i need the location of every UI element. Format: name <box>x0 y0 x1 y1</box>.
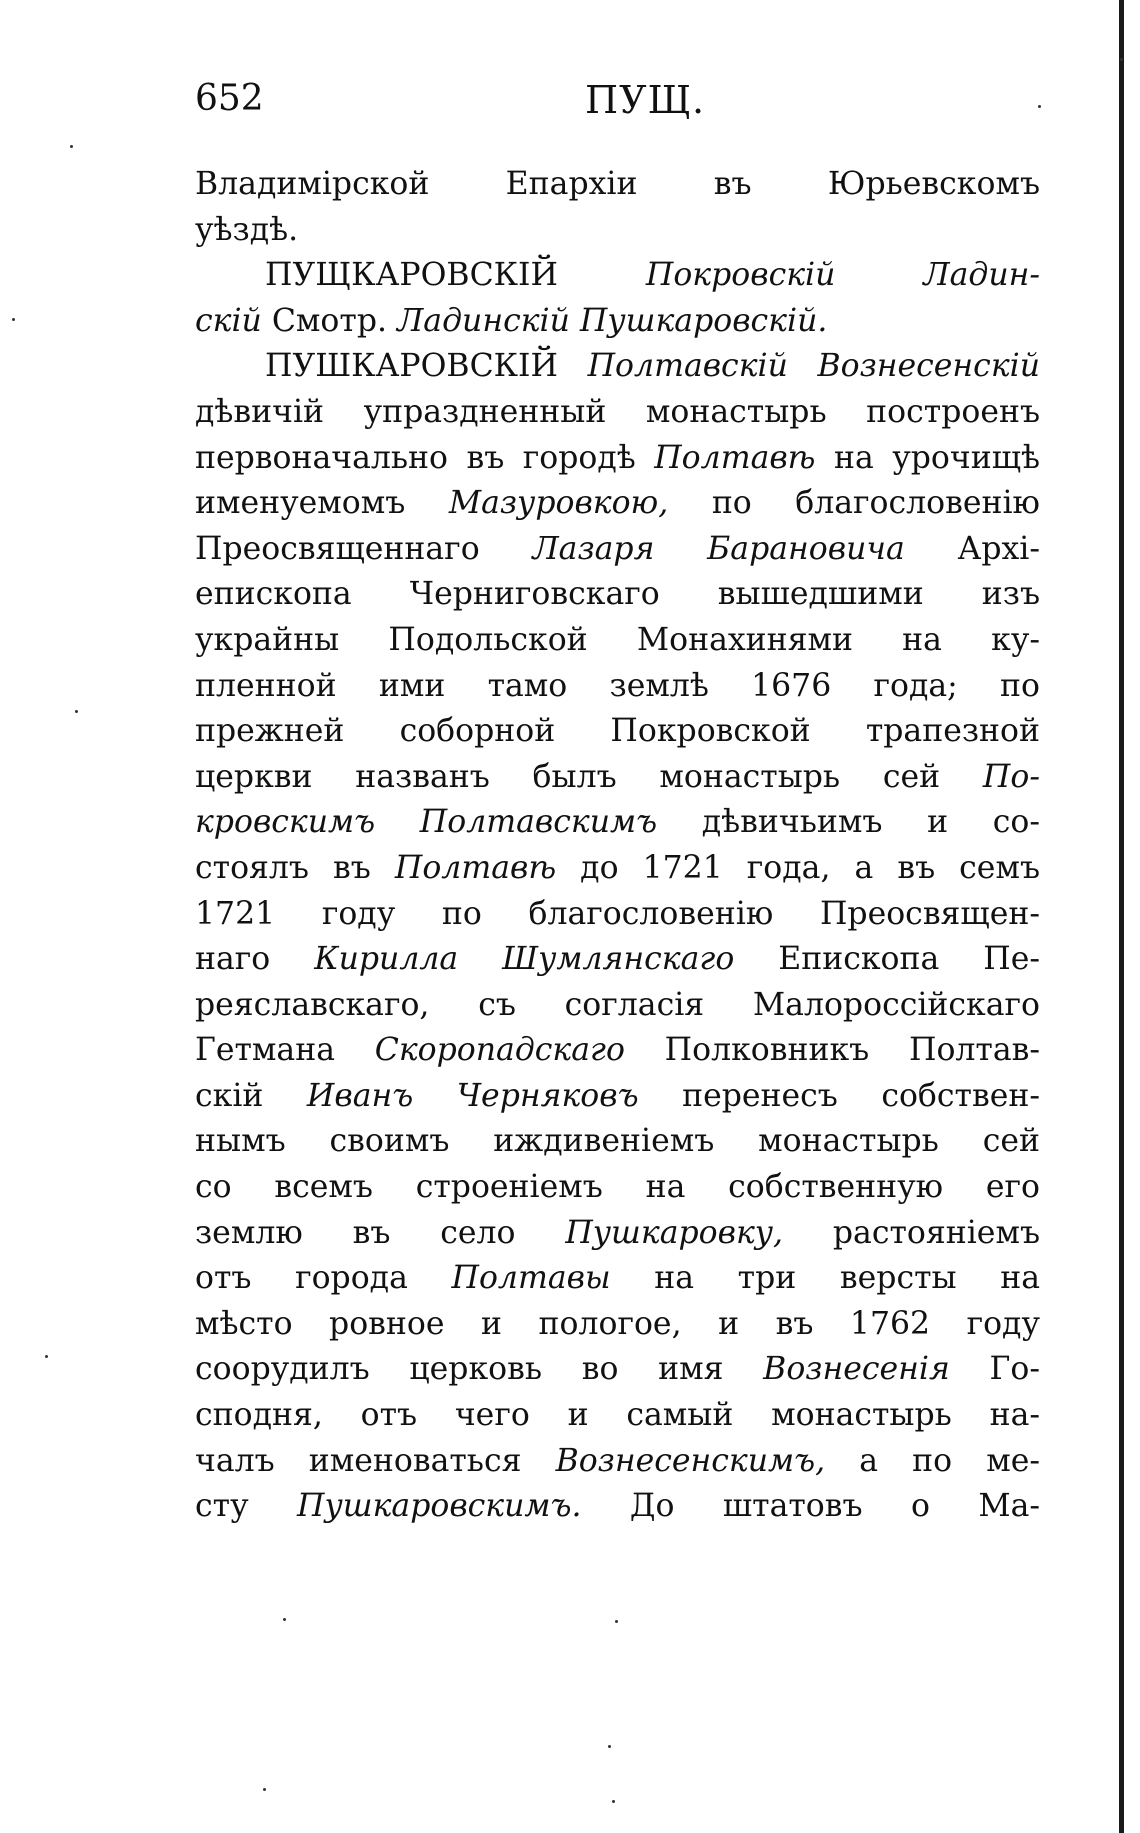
text-segment: дѣвичьимъ и со- <box>657 804 1040 841</box>
text-line <box>195 983 1040 1029</box>
text-line <box>195 1302 1040 1348</box>
text-line <box>195 709 1040 755</box>
text-segment: Полковникъ Полтав- <box>624 1032 1041 1069</box>
italic-text-segment: Полтавѣ <box>394 849 557 886</box>
italic-text-segment: Кирилла Шумлянскаго <box>314 941 735 978</box>
text-line <box>195 1165 1040 1211</box>
text-segment: до 1721 года, а въ семъ <box>556 849 1040 886</box>
running-head: ПУЩ. <box>585 78 706 122</box>
text-line <box>195 892 1040 938</box>
text-segment: по благословенію <box>668 485 1040 522</box>
text-segment: церкви названъ былъ монастырь сей <box>195 758 983 795</box>
text-segment: реяславскаго, съ согласія Малороссійскаго <box>195 986 1040 1023</box>
text-line <box>195 618 1040 664</box>
italic-text-segment: Ладинскій Пушкаровскій. <box>397 302 828 339</box>
text-segment: дѣвичій упраздненный монастырь построенъ <box>195 393 1040 430</box>
text-segment: на урочищѣ <box>815 439 1040 476</box>
text-segment: Го- <box>949 1351 1040 1388</box>
text-line <box>195 390 1040 436</box>
italic-text-segment: Полтавы <box>451 1260 611 1297</box>
text-line <box>195 1211 1040 1257</box>
text-segment: ПУЩКАРОВСКІЙ <box>265 257 646 294</box>
scan-speck <box>615 1620 618 1623</box>
body-text <box>195 162 1040 1530</box>
text-line <box>195 846 1040 892</box>
text-line <box>195 1439 1040 1485</box>
scan-speck <box>75 710 78 713</box>
text-line <box>195 1028 1040 1074</box>
text-line <box>195 1074 1040 1120</box>
text-segment: на три версты на <box>610 1260 1040 1297</box>
text-segment: Епископа Пе- <box>734 941 1040 978</box>
text-line <box>195 1119 1040 1165</box>
italic-text-segment: Мазуровкою, <box>448 485 669 522</box>
text-line <box>195 436 1040 482</box>
scan-speck <box>1038 105 1041 108</box>
text-line <box>195 344 1040 390</box>
text-segment: а по ме- <box>825 1442 1040 1479</box>
italic-text-segment: Пушкаровку, <box>565 1214 784 1251</box>
scan-speck <box>263 1788 266 1791</box>
text-line <box>195 253 1040 299</box>
text-segment: уѣздѣ. <box>195 211 299 248</box>
text-line <box>195 800 1040 846</box>
text-segment: Смотр. <box>271 302 398 339</box>
page-number: 652 <box>195 78 264 119</box>
text-segment: скій <box>195 1077 307 1114</box>
text-line <box>195 1484 1040 1530</box>
text-segment: Преосвященнаго <box>195 530 533 567</box>
italic-text-segment: Полтавѣ <box>654 439 816 476</box>
text-segment: епископа Черниговскаго вышедшими изъ <box>195 576 1040 613</box>
text-line <box>195 755 1040 801</box>
text-segment: стоялъ въ <box>195 849 395 886</box>
text-line <box>195 572 1040 618</box>
text-line <box>195 208 1040 254</box>
text-segment: первоначально въ городѣ <box>195 439 655 476</box>
italic-text-segment: По- <box>982 758 1040 795</box>
scan-speck <box>12 318 15 321</box>
italic-text-segment: кровскимъ Полтавскимъ <box>195 804 658 841</box>
scan-speck <box>612 1800 615 1803</box>
text-segment: именуемомъ <box>195 485 449 522</box>
text-line <box>195 1393 1040 1439</box>
text-line <box>195 1256 1040 1302</box>
text-segment: землю въ село <box>195 1214 566 1251</box>
text-segment: 1721 году по благословенію Преосвящен- <box>195 895 1040 932</box>
text-segment: наго <box>195 941 315 978</box>
text-line <box>195 664 1040 710</box>
italic-text-segment: Скоропадскаго <box>374 1032 625 1069</box>
italic-text-segment: Полтавскій Вознесенскій <box>587 348 1040 385</box>
italic-text-segment: Вознесенія <box>763 1351 950 1388</box>
italic-text-segment: Покровскій Ладин- <box>645 257 1040 294</box>
text-segment: Владимірской Епархіи въ Юрьевскомъ <box>195 166 1040 202</box>
text-segment: соорудилъ церковь во имя <box>195 1351 764 1388</box>
text-line <box>195 527 1040 573</box>
italic-text-segment: Лазаря Барановича <box>532 530 905 567</box>
scan-speck <box>45 1355 48 1358</box>
text-line <box>195 937 1040 983</box>
text-segment: прежней соборной Покровской трапезной <box>195 713 1040 750</box>
text-segment: ПУШКАРОВСКІЙ <box>265 348 588 385</box>
scan-speck <box>70 145 73 148</box>
text-segment: До штатовъ о Ма- <box>581 1488 1040 1525</box>
scan-speck <box>608 1745 611 1748</box>
text-line <box>195 481 1040 527</box>
text-segment: чалъ именоваться <box>195 1442 556 1479</box>
text-line <box>195 1347 1040 1393</box>
text-segment: со всемъ строеніемъ на собственную его <box>195 1169 1040 1206</box>
italic-text-segment: Пушкаровскимъ. <box>297 1488 582 1525</box>
text-line <box>195 299 1040 345</box>
text-line <box>195 162 1040 208</box>
text-segment: украйны Подольской Монахинями на ку- <box>195 621 1040 658</box>
text-segment: мѣсто ровное и пологое, и въ 1762 году <box>195 1305 1040 1342</box>
text-segment: пленной ими тамо землѣ 1676 года; по <box>195 667 1040 704</box>
scan-speck <box>1120 58 1123 61</box>
italic-text-segment: Вознесенскимъ, <box>555 1442 826 1479</box>
text-segment: нымъ своимъ иждивеніемъ монастырь сей <box>195 1123 1040 1160</box>
italic-text-segment: скій <box>195 302 272 339</box>
text-segment: Архі- <box>904 530 1040 567</box>
text-segment: растояніемъ <box>783 1214 1040 1251</box>
text-segment: перенесъ собствен- <box>638 1077 1040 1114</box>
text-segment: Гетмана <box>195 1032 375 1069</box>
text-segment: отъ города <box>195 1260 452 1297</box>
scan-speck <box>283 1618 286 1621</box>
italic-text-segment: Иванъ Черняковъ <box>306 1077 639 1114</box>
page-binding-edge <box>1119 0 1124 1833</box>
text-segment: сподня, отъ чего и самый монастырь на- <box>195 1397 1040 1434</box>
text-segment: сту <box>195 1488 298 1525</box>
